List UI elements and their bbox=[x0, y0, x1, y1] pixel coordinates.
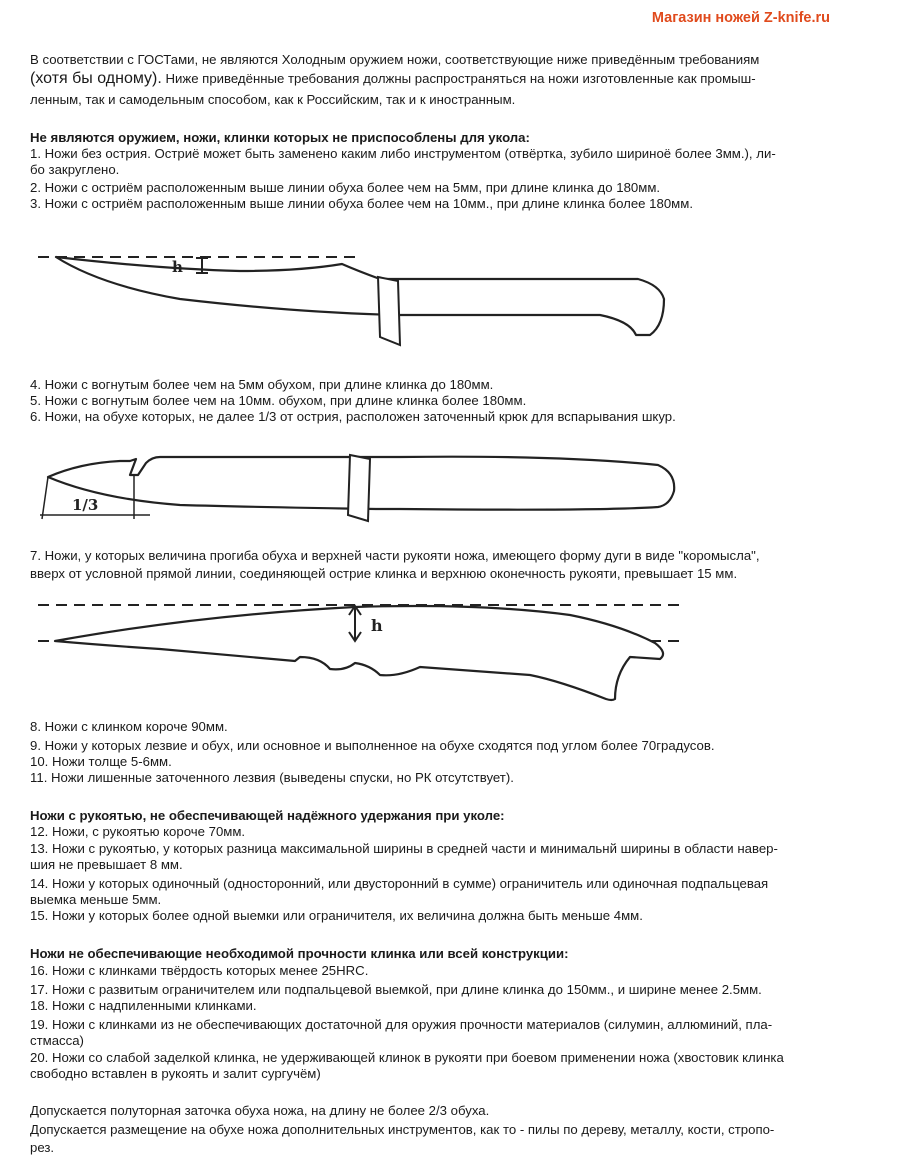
section2-line: 15. Ножи у которых более одной выемки или ограничителя, их величина должна быть меньше 4мм. bbox=[30, 908, 643, 923]
height-label: h bbox=[371, 616, 383, 635]
item7-line-1: 7. Ножи, у которых величина прогиба обуха и верхней части рукояти ножа, имеющего форму дуги в виде "коромысла", bbox=[30, 548, 760, 563]
section1-line: 3. Ножи с остриём расположенным выше линии обуха более чем на 10мм., при длине клинка более 180мм. bbox=[30, 196, 693, 211]
section2-line: шия не превышает 8 мм. bbox=[30, 857, 183, 872]
knife-guard bbox=[378, 277, 400, 345]
section3-line: свободно вставлен в рукоять и залит сургучём) bbox=[30, 1066, 321, 1081]
intro-emphasis: (хотя бы одному). bbox=[30, 70, 162, 87]
list-item: 6. Ножи, на обухе которых, не далее 1/3 от острия, расположен заточенный крюк для вспарывания шкур. bbox=[30, 409, 676, 424]
section1-line: 2. Ножи с остриём расположенным выше линии обуха более чем на 5мм, при длине клинка до 180мм. bbox=[30, 180, 661, 195]
knife-outline bbox=[55, 606, 663, 700]
section2-line: 13. Ножи с рукоятью, у которых разница максимальной ширины в средней части и минимальнй ширины в области навер- bbox=[30, 841, 778, 856]
section1-line: бо закруглено. bbox=[30, 162, 120, 177]
section2-line: 14. Ножи у которых одиночный (односторонний, или двусторонний в сумме) ограничитель или одиночная подпальцевая bbox=[30, 876, 769, 891]
extension-line bbox=[42, 477, 48, 519]
footer-note: Допускается полуторная заточка обуха ножа, на длину не более 2/3 обуха. bbox=[30, 1103, 490, 1118]
section3-line: 20. Ножи со слабой заделкой клинка, не удерживающей клинок в рукояти при боевом применении ножа (хвостовик клинка bbox=[30, 1050, 784, 1065]
one-third-label: 1/3 bbox=[72, 496, 99, 514]
list-item: 10. Ножи толще 5-6мм. bbox=[30, 754, 172, 769]
site-header: Магазин ножей Z-knife.ru bbox=[651, 10, 830, 26]
section1-title: Не являются оружием, ножи, клинки которых не приспособлены для укола: bbox=[30, 130, 530, 145]
section3-line: 18. Ножи с надпиленными клинками. bbox=[30, 998, 257, 1013]
section2-title: Ножи с рукоятью, не обеспечивающей надёжного удержания при уколе: bbox=[30, 808, 505, 823]
list-item: 9. Ножи у которых лезвие и обух, или основное и выполненное на обухе сходятся под углом более 70градусов. bbox=[30, 738, 715, 753]
section2-line: 12. Ножи, с рукоятью короче 70мм. bbox=[30, 824, 246, 839]
footer-note: рез. bbox=[30, 1140, 55, 1155]
knife-outline bbox=[56, 257, 664, 335]
section3-line: 16. Ножи с клинками твёрдость которых менее 25HRC. bbox=[30, 963, 369, 978]
footer-note: Допускается размещение на обухе ножа дополнительных инструментов, как то - пилы по дереву, металлу, кости, стропо- bbox=[30, 1122, 775, 1137]
height-label: h bbox=[172, 258, 183, 276]
section1-line: 1. Ножи без острия. Остриё может быть заменено каким либо инструментом (отвёртка, зубило шириноё более 3мм.), ли- bbox=[30, 146, 776, 161]
knife-figure-3 bbox=[0, 595, 900, 705]
knife-figure-2 bbox=[0, 425, 900, 525]
intro-line-1: В соответствии с ГОСТами, не являются Холодным оружием ножи, соответствующие ниже приведённым требованиям bbox=[30, 52, 760, 67]
section3-line: стмасса) bbox=[30, 1033, 84, 1048]
section3-line: 19. Ножи с клинками из не обеспечивающих достаточной для оружия прочности материалов (силумин, аллюминий, пла- bbox=[30, 1017, 773, 1032]
intro-line-2-rest: Ниже приведённые требования должны распространяться на ножи изготовленные как промыш- bbox=[161, 71, 756, 86]
section3-line: 17. Ножи с развитым ограничителем или подпальцевой выемкой, при длине клинка до 150мм., и ширине менее 2.5мм. bbox=[30, 982, 762, 997]
section3-title: Ножи не обеспечивающие необходимой прочности клинка или всей конструкции: bbox=[30, 946, 569, 961]
list-item: 8. Ножи с клинком короче 90мм. bbox=[30, 719, 228, 734]
intro-line-2 bbox=[30, 71, 756, 87]
knife-figure-1 bbox=[0, 235, 900, 365]
list-item: 5. Ножи с вогнутым более чем на 10мм. обухом, при длине клинка более 180мм. bbox=[30, 393, 527, 408]
section2-line: выемка меньше 5мм. bbox=[30, 892, 162, 907]
item7-line-2: вверх от условной прямой линии, соединяющей острие клинка и верхнюю оконечность рукояти, превышает 15 мм. bbox=[30, 566, 738, 581]
list-item: 11. Ножи лишенные заточенного лезвия (выведены спуски, но РК отсутствует). bbox=[30, 770, 514, 785]
intro-line-3: ленным, так и самодельным способом, как к Российским, так и к иностранным. bbox=[30, 92, 516, 107]
knife-guard bbox=[348, 455, 370, 521]
list-item: 4. Ножи с вогнутым более чем на 5мм обухом, при длине клинка до 180мм. bbox=[30, 377, 494, 392]
